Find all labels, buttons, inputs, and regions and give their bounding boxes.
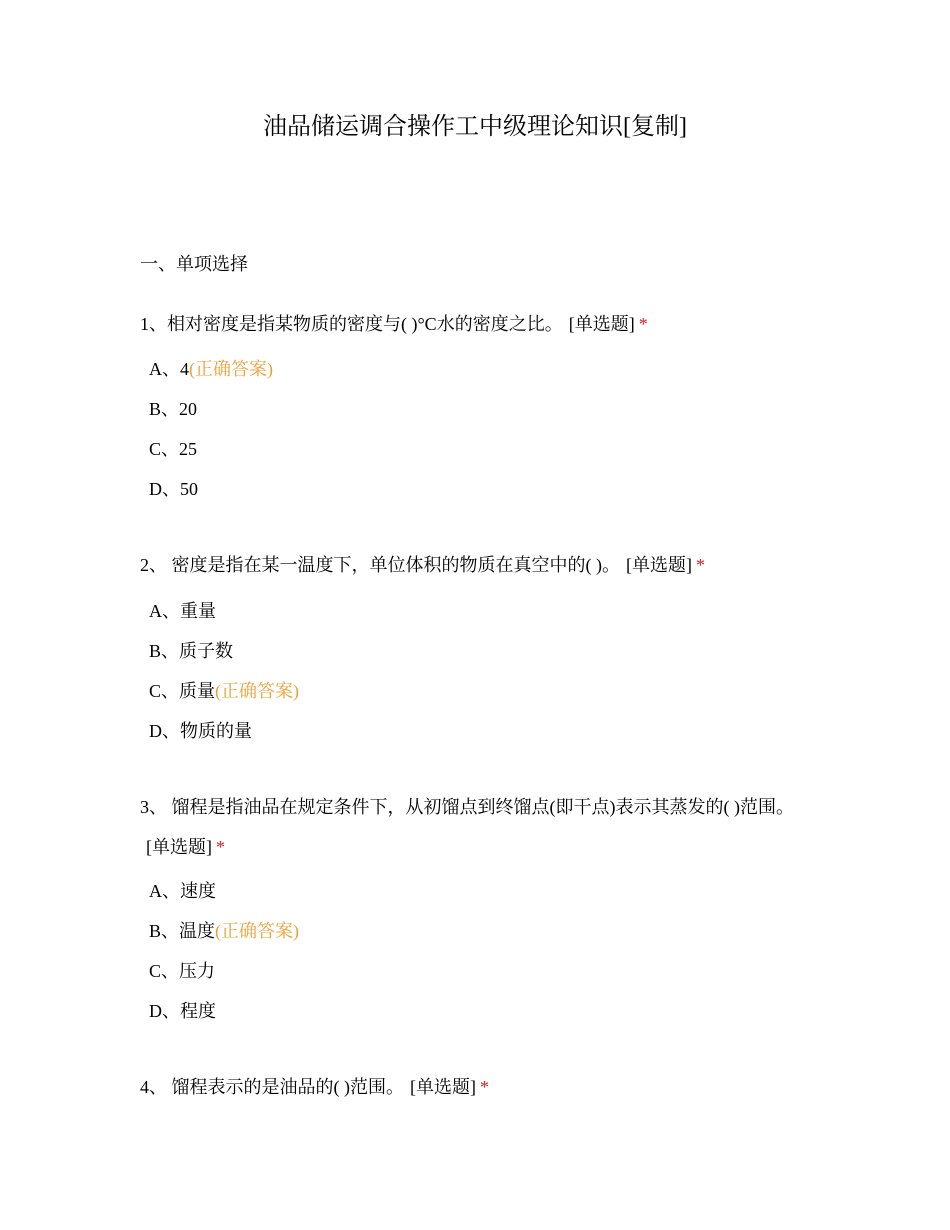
option-label: C、压力 xyxy=(149,961,216,981)
option-label: B、质子数 xyxy=(149,641,234,661)
section-heading: 一、单项选择 xyxy=(140,254,248,274)
question-1 xyxy=(140,304,820,344)
question-4 xyxy=(140,1067,820,1107)
option-3b xyxy=(149,919,299,943)
question-type-tag: [单选题] xyxy=(410,1077,476,1097)
option-label: D、50 xyxy=(149,479,198,499)
correct-answer-tag: (正确答案) xyxy=(215,681,300,701)
question-text: 2、 密度是指在某一温度下，单位体积的物质在真空中的( )。 xyxy=(140,555,620,575)
required-mark: * xyxy=(480,1077,489,1097)
required-mark: * xyxy=(638,314,648,334)
question-text: 3、 馏程是指油品在规定条件下，从初馏点到终馏点(即干点)表示其蒸发的( )范围。 xyxy=(140,797,794,817)
question-3 xyxy=(140,787,810,867)
correct-answer-tag: (正确答案) xyxy=(189,359,273,379)
page-title: 油品储运调合操作工中级理论知识[复制] xyxy=(263,114,687,140)
option-label: B、温度 xyxy=(149,921,216,941)
option-label: D、程度 xyxy=(149,1001,216,1021)
question-type-tag: [单选题] xyxy=(626,555,692,575)
option-label: C、质量 xyxy=(149,681,216,701)
option-1a xyxy=(149,357,273,381)
option-label: D、物质的量 xyxy=(149,721,252,741)
option-1c xyxy=(149,437,197,461)
option-3a xyxy=(149,879,216,903)
question-2 xyxy=(140,545,820,585)
question-text: 1、相对密度是指某物质的密度与( )°C水的密度之比。 xyxy=(140,314,563,334)
option-1d xyxy=(149,477,198,501)
option-2c xyxy=(149,679,299,703)
option-label: B、20 xyxy=(149,399,198,419)
required-mark: * xyxy=(696,555,705,575)
option-3c xyxy=(149,959,215,983)
option-2b xyxy=(149,639,233,663)
option-3d xyxy=(149,999,216,1023)
option-label: A、重量 xyxy=(149,601,216,621)
option-2a xyxy=(149,599,216,623)
question-text: 4、 馏程表示的是油品的( )范围。 xyxy=(140,1077,404,1097)
option-label: C、25 xyxy=(149,439,198,459)
question-type-tag: [单选题] xyxy=(146,837,212,857)
correct-answer-tag: (正确答案) xyxy=(215,921,300,941)
option-label: A、速度 xyxy=(149,881,216,901)
option-label: A、4 xyxy=(149,359,189,379)
required-mark: * xyxy=(216,837,225,857)
option-1b xyxy=(149,397,197,421)
question-type-tag: [单选题] xyxy=(568,314,635,334)
option-2d xyxy=(149,719,252,743)
